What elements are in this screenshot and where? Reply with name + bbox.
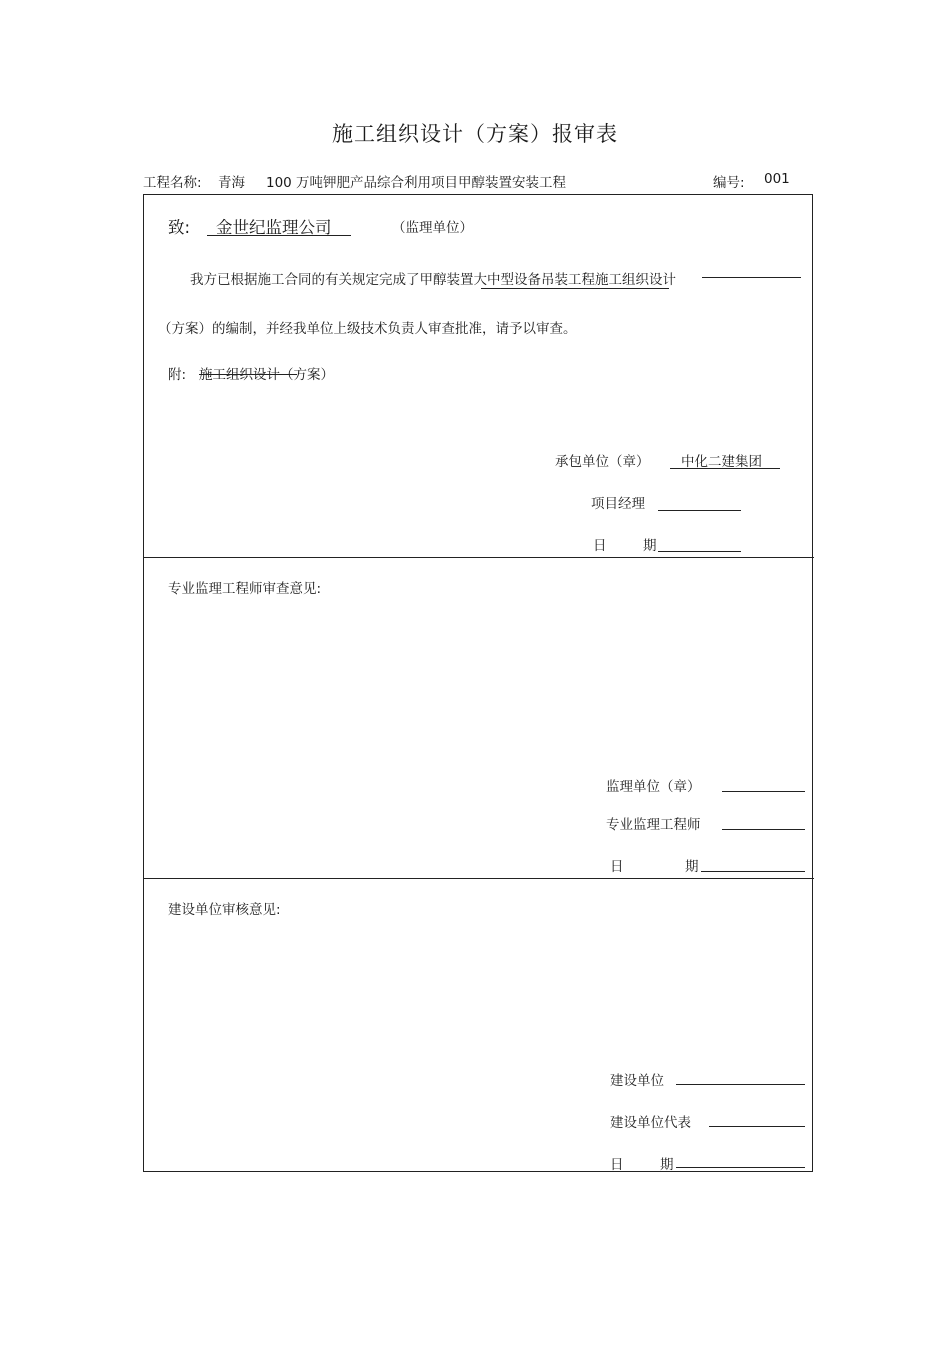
date-label-b: 期 <box>643 538 657 554</box>
supervisor-unit-underline <box>722 791 805 792</box>
number-value: 001 <box>764 171 790 187</box>
date-label-a: 日 <box>610 1157 624 1173</box>
section-divider-1 <box>143 557 814 558</box>
supervisor-heading: 专业监理工程师审查意见: <box>168 581 322 597</box>
supervisor-unit-label: 监理单位（章） <box>606 779 701 795</box>
attach-strike <box>199 374 297 375</box>
date-underline <box>676 1167 805 1168</box>
date-label-b: 期 <box>660 1157 674 1173</box>
attach-label: 附: <box>168 367 187 383</box>
contractor-value: 中化二建集团 <box>681 454 762 470</box>
manager-underline <box>658 510 741 511</box>
to-label: 致: <box>168 218 191 237</box>
number-label: 编号: <box>713 175 745 191</box>
body-underline <box>481 288 669 289</box>
owner-heading: 建设单位审核意见: <box>168 902 281 918</box>
to-underline <box>207 235 351 236</box>
engineer-label: 专业监理工程师 <box>606 817 701 833</box>
form-frame <box>143 194 813 1172</box>
body-strike-line <box>702 277 801 278</box>
attach-value: 施工组织设计（方案） <box>199 367 334 383</box>
project-label: 工程名称: <box>143 175 202 191</box>
owner-unit-underline <box>676 1084 805 1085</box>
date-underline <box>701 871 805 872</box>
manager-label: 项目经理 <box>591 496 645 512</box>
page-title: 施工组织设计（方案）报审表 <box>332 122 618 146</box>
owner-rep-underline <box>709 1126 805 1127</box>
date-label-a: 日 <box>593 538 607 554</box>
to-note: （监理单位） <box>392 220 473 236</box>
to-value: 金世纪监理公司 <box>216 218 332 237</box>
owner-unit-label: 建设单位 <box>610 1073 664 1089</box>
engineer-underline <box>722 829 805 830</box>
contractor-underline <box>670 468 780 469</box>
date-underline <box>658 551 741 552</box>
body-line-2: （方案）的编制，并经我单位上级技术负责人审查批准，请予以审查。 <box>158 321 577 337</box>
date-label-b: 期 <box>685 859 699 875</box>
body-line-1: 我方已根据施工合同的有关规定完成了甲醇装置大中型设备吊装工程施工组织设计 <box>190 272 676 288</box>
date-label-a: 日 <box>610 859 624 875</box>
section-divider-2 <box>143 878 814 879</box>
project-name-part2: 100 万吨钾肥产品综合利用项目甲醇装置安装工程 <box>266 175 567 191</box>
contractor-label: 承包单位（章） <box>555 454 650 470</box>
project-name-part1: 青海 <box>218 175 245 191</box>
owner-rep-label: 建设单位代表 <box>610 1115 691 1131</box>
